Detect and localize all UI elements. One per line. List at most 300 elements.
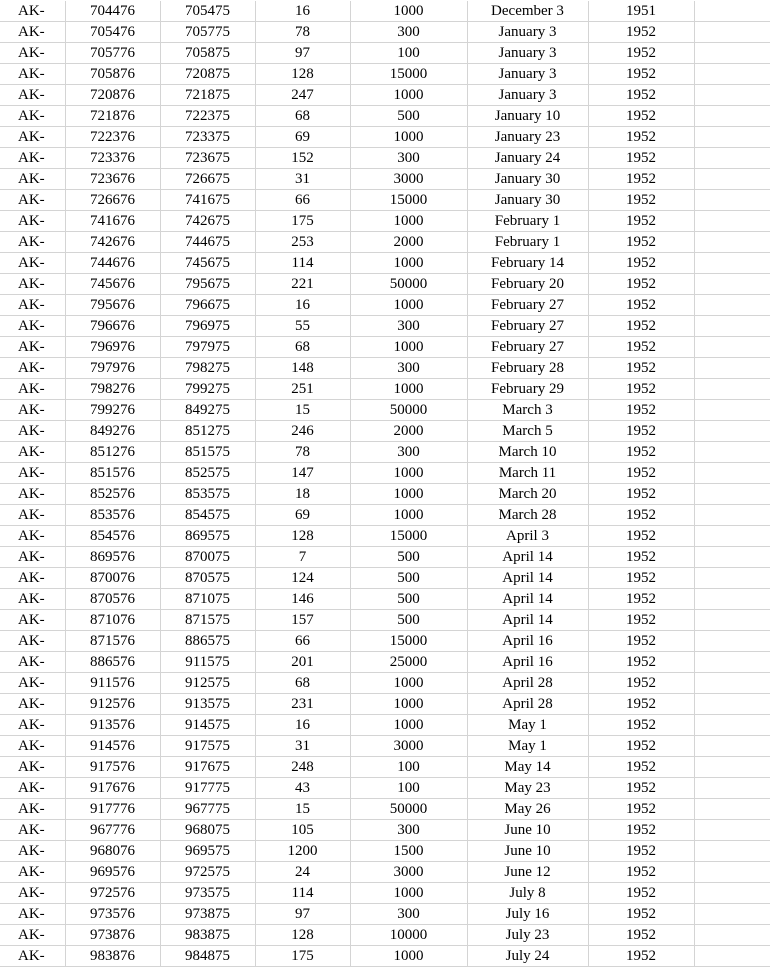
quantity-cell[interactable]: 25000 bbox=[350, 652, 467, 673]
range-start-cell[interactable]: 797976 bbox=[65, 358, 160, 379]
series-prefix-cell[interactable]: AK- bbox=[0, 421, 65, 442]
count-cell[interactable]: 248 bbox=[255, 757, 350, 778]
year-cell[interactable]: 1952 bbox=[588, 904, 694, 925]
range-start-cell[interactable]: 914576 bbox=[65, 736, 160, 757]
range-start-cell[interactable]: 704476 bbox=[65, 1, 160, 22]
quantity-cell[interactable]: 500 bbox=[350, 106, 467, 127]
series-prefix-cell[interactable]: AK- bbox=[0, 190, 65, 211]
count-cell[interactable]: 68 bbox=[255, 337, 350, 358]
count-cell[interactable]: 66 bbox=[255, 631, 350, 652]
year-cell[interactable]: 1952 bbox=[588, 946, 694, 967]
range-end-cell[interactable]: 886575 bbox=[160, 631, 255, 652]
range-start-cell[interactable]: 722376 bbox=[65, 127, 160, 148]
empty-cell[interactable] bbox=[694, 778, 770, 799]
quantity-cell[interactable]: 1000 bbox=[350, 253, 467, 274]
empty-cell[interactable] bbox=[694, 589, 770, 610]
series-prefix-cell[interactable]: AK- bbox=[0, 358, 65, 379]
year-cell[interactable]: 1952 bbox=[588, 358, 694, 379]
empty-cell[interactable] bbox=[694, 22, 770, 43]
empty-cell[interactable] bbox=[694, 862, 770, 883]
quantity-cell[interactable]: 300 bbox=[350, 904, 467, 925]
quantity-cell[interactable]: 100 bbox=[350, 43, 467, 64]
quantity-cell[interactable]: 1500 bbox=[350, 841, 467, 862]
series-prefix-cell[interactable]: AK- bbox=[0, 925, 65, 946]
year-cell[interactable]: 1952 bbox=[588, 799, 694, 820]
count-cell[interactable]: 55 bbox=[255, 316, 350, 337]
year-cell[interactable]: 1952 bbox=[588, 316, 694, 337]
series-prefix-cell[interactable]: AK- bbox=[0, 274, 65, 295]
year-cell[interactable]: 1952 bbox=[588, 589, 694, 610]
range-end-cell[interactable]: 723675 bbox=[160, 148, 255, 169]
date-cell[interactable]: March 20 bbox=[467, 484, 588, 505]
empty-cell[interactable] bbox=[694, 883, 770, 904]
date-cell[interactable]: June 12 bbox=[467, 862, 588, 883]
quantity-cell[interactable]: 50000 bbox=[350, 799, 467, 820]
count-cell[interactable]: 31 bbox=[255, 736, 350, 757]
date-cell[interactable]: December 3 bbox=[467, 1, 588, 22]
date-cell[interactable]: March 11 bbox=[467, 463, 588, 484]
count-cell[interactable]: 231 bbox=[255, 694, 350, 715]
year-cell[interactable]: 1952 bbox=[588, 862, 694, 883]
range-end-cell[interactable]: 968075 bbox=[160, 820, 255, 841]
range-start-cell[interactable]: 869576 bbox=[65, 547, 160, 568]
range-start-cell[interactable]: 720876 bbox=[65, 85, 160, 106]
year-cell[interactable]: 1952 bbox=[588, 169, 694, 190]
range-end-cell[interactable]: 917675 bbox=[160, 757, 255, 778]
quantity-cell[interactable]: 1000 bbox=[350, 694, 467, 715]
quantity-cell[interactable]: 500 bbox=[350, 589, 467, 610]
empty-cell[interactable] bbox=[694, 484, 770, 505]
quantity-cell[interactable]: 1000 bbox=[350, 295, 467, 316]
count-cell[interactable]: 69 bbox=[255, 127, 350, 148]
count-cell[interactable]: 68 bbox=[255, 673, 350, 694]
quantity-cell[interactable]: 15000 bbox=[350, 631, 467, 652]
year-cell[interactable]: 1952 bbox=[588, 505, 694, 526]
range-end-cell[interactable]: 972575 bbox=[160, 862, 255, 883]
quantity-cell[interactable]: 500 bbox=[350, 610, 467, 631]
series-prefix-cell[interactable]: AK- bbox=[0, 1, 65, 22]
empty-cell[interactable] bbox=[694, 652, 770, 673]
year-cell[interactable]: 1952 bbox=[588, 484, 694, 505]
count-cell[interactable]: 128 bbox=[255, 925, 350, 946]
date-cell[interactable]: January 30 bbox=[467, 169, 588, 190]
series-prefix-cell[interactable]: AK- bbox=[0, 463, 65, 484]
quantity-cell[interactable]: 15000 bbox=[350, 64, 467, 85]
year-cell[interactable]: 1952 bbox=[588, 148, 694, 169]
date-cell[interactable]: July 16 bbox=[467, 904, 588, 925]
quantity-cell[interactable]: 300 bbox=[350, 820, 467, 841]
year-cell[interactable]: 1952 bbox=[588, 778, 694, 799]
year-cell[interactable]: 1952 bbox=[588, 715, 694, 736]
range-end-cell[interactable]: 911575 bbox=[160, 652, 255, 673]
year-cell[interactable]: 1952 bbox=[588, 610, 694, 631]
count-cell[interactable]: 221 bbox=[255, 274, 350, 295]
range-end-cell[interactable]: 721875 bbox=[160, 85, 255, 106]
range-start-cell[interactable]: 913576 bbox=[65, 715, 160, 736]
range-end-cell[interactable]: 851275 bbox=[160, 421, 255, 442]
count-cell[interactable]: 247 bbox=[255, 85, 350, 106]
series-prefix-cell[interactable]: AK- bbox=[0, 715, 65, 736]
count-cell[interactable]: 146 bbox=[255, 589, 350, 610]
date-cell[interactable]: January 23 bbox=[467, 127, 588, 148]
quantity-cell[interactable]: 1000 bbox=[350, 379, 467, 400]
range-start-cell[interactable]: 967776 bbox=[65, 820, 160, 841]
year-cell[interactable]: 1952 bbox=[588, 337, 694, 358]
count-cell[interactable]: 97 bbox=[255, 904, 350, 925]
series-prefix-cell[interactable]: AK- bbox=[0, 211, 65, 232]
empty-cell[interactable] bbox=[694, 736, 770, 757]
range-start-cell[interactable]: 973876 bbox=[65, 925, 160, 946]
range-start-cell[interactable]: 851576 bbox=[65, 463, 160, 484]
empty-cell[interactable] bbox=[694, 820, 770, 841]
count-cell[interactable]: 31 bbox=[255, 169, 350, 190]
range-start-cell[interactable]: 912576 bbox=[65, 694, 160, 715]
count-cell[interactable]: 128 bbox=[255, 526, 350, 547]
year-cell[interactable]: 1952 bbox=[588, 106, 694, 127]
date-cell[interactable]: June 10 bbox=[467, 841, 588, 862]
empty-cell[interactable] bbox=[694, 337, 770, 358]
range-end-cell[interactable]: 913575 bbox=[160, 694, 255, 715]
series-prefix-cell[interactable]: AK- bbox=[0, 736, 65, 757]
range-start-cell[interactable]: 796676 bbox=[65, 316, 160, 337]
year-cell[interactable]: 1952 bbox=[588, 295, 694, 316]
quantity-cell[interactable]: 3000 bbox=[350, 862, 467, 883]
series-prefix-cell[interactable]: AK- bbox=[0, 883, 65, 904]
empty-cell[interactable] bbox=[694, 190, 770, 211]
series-prefix-cell[interactable]: AK- bbox=[0, 568, 65, 589]
empty-cell[interactable] bbox=[694, 925, 770, 946]
range-start-cell[interactable]: 972576 bbox=[65, 883, 160, 904]
range-end-cell[interactable]: 853575 bbox=[160, 484, 255, 505]
count-cell[interactable]: 253 bbox=[255, 232, 350, 253]
date-cell[interactable]: July 8 bbox=[467, 883, 588, 904]
date-cell[interactable]: February 27 bbox=[467, 295, 588, 316]
empty-cell[interactable] bbox=[694, 463, 770, 484]
quantity-cell[interactable]: 300 bbox=[350, 358, 467, 379]
count-cell[interactable]: 157 bbox=[255, 610, 350, 631]
year-cell[interactable]: 1952 bbox=[588, 442, 694, 463]
year-cell[interactable]: 1952 bbox=[588, 232, 694, 253]
range-start-cell[interactable]: 723376 bbox=[65, 148, 160, 169]
empty-cell[interactable] bbox=[694, 211, 770, 232]
date-cell[interactable]: January 10 bbox=[467, 106, 588, 127]
range-start-cell[interactable]: 969576 bbox=[65, 862, 160, 883]
range-end-cell[interactable]: 914575 bbox=[160, 715, 255, 736]
date-cell[interactable]: February 27 bbox=[467, 337, 588, 358]
range-end-cell[interactable]: 796675 bbox=[160, 295, 255, 316]
count-cell[interactable]: 43 bbox=[255, 778, 350, 799]
range-end-cell[interactable]: 973875 bbox=[160, 904, 255, 925]
range-start-cell[interactable]: 852576 bbox=[65, 484, 160, 505]
range-start-cell[interactable]: 799276 bbox=[65, 400, 160, 421]
year-cell[interactable]: 1952 bbox=[588, 400, 694, 421]
date-cell[interactable]: April 3 bbox=[467, 526, 588, 547]
series-prefix-cell[interactable]: AK- bbox=[0, 946, 65, 967]
count-cell[interactable]: 68 bbox=[255, 106, 350, 127]
range-start-cell[interactable]: 796976 bbox=[65, 337, 160, 358]
count-cell[interactable]: 114 bbox=[255, 883, 350, 904]
range-start-cell[interactable]: 741676 bbox=[65, 211, 160, 232]
count-cell[interactable]: 66 bbox=[255, 190, 350, 211]
date-cell[interactable]: February 1 bbox=[467, 232, 588, 253]
series-prefix-cell[interactable]: AK- bbox=[0, 43, 65, 64]
series-prefix-cell[interactable]: AK- bbox=[0, 778, 65, 799]
date-cell[interactable]: February 14 bbox=[467, 253, 588, 274]
year-cell[interactable]: 1952 bbox=[588, 736, 694, 757]
year-cell[interactable]: 1952 bbox=[588, 925, 694, 946]
range-start-cell[interactable]: 744676 bbox=[65, 253, 160, 274]
year-cell[interactable]: 1952 bbox=[588, 757, 694, 778]
count-cell[interactable]: 175 bbox=[255, 211, 350, 232]
series-prefix-cell[interactable]: AK- bbox=[0, 673, 65, 694]
range-start-cell[interactable]: 870076 bbox=[65, 568, 160, 589]
date-cell[interactable]: April 28 bbox=[467, 694, 588, 715]
series-prefix-cell[interactable]: AK- bbox=[0, 820, 65, 841]
quantity-cell[interactable]: 1000 bbox=[350, 85, 467, 106]
empty-cell[interactable] bbox=[694, 694, 770, 715]
range-end-cell[interactable]: 849275 bbox=[160, 400, 255, 421]
date-cell[interactable]: January 3 bbox=[467, 64, 588, 85]
date-cell[interactable]: May 23 bbox=[467, 778, 588, 799]
count-cell[interactable]: 152 bbox=[255, 148, 350, 169]
empty-cell[interactable] bbox=[694, 421, 770, 442]
series-prefix-cell[interactable]: AK- bbox=[0, 22, 65, 43]
series-prefix-cell[interactable]: AK- bbox=[0, 484, 65, 505]
quantity-cell[interactable]: 1000 bbox=[350, 715, 467, 736]
count-cell[interactable]: 78 bbox=[255, 442, 350, 463]
date-cell[interactable]: January 3 bbox=[467, 85, 588, 106]
range-start-cell[interactable]: 851276 bbox=[65, 442, 160, 463]
range-end-cell[interactable]: 705475 bbox=[160, 1, 255, 22]
empty-cell[interactable] bbox=[694, 43, 770, 64]
year-cell[interactable]: 1952 bbox=[588, 190, 694, 211]
count-cell[interactable]: 97 bbox=[255, 43, 350, 64]
series-prefix-cell[interactable]: AK- bbox=[0, 799, 65, 820]
series-prefix-cell[interactable]: AK- bbox=[0, 526, 65, 547]
date-cell[interactable]: April 28 bbox=[467, 673, 588, 694]
quantity-cell[interactable]: 50000 bbox=[350, 274, 467, 295]
range-end-cell[interactable]: 871075 bbox=[160, 589, 255, 610]
series-prefix-cell[interactable]: AK- bbox=[0, 505, 65, 526]
date-cell[interactable]: February 29 bbox=[467, 379, 588, 400]
count-cell[interactable]: 147 bbox=[255, 463, 350, 484]
count-cell[interactable]: 246 bbox=[255, 421, 350, 442]
count-cell[interactable]: 201 bbox=[255, 652, 350, 673]
range-start-cell[interactable]: 871576 bbox=[65, 631, 160, 652]
year-cell[interactable]: 1952 bbox=[588, 379, 694, 400]
date-cell[interactable]: March 28 bbox=[467, 505, 588, 526]
count-cell[interactable]: 114 bbox=[255, 253, 350, 274]
empty-cell[interactable] bbox=[694, 316, 770, 337]
empty-cell[interactable] bbox=[694, 358, 770, 379]
year-cell[interactable]: 1952 bbox=[588, 127, 694, 148]
range-start-cell[interactable]: 853576 bbox=[65, 505, 160, 526]
series-prefix-cell[interactable]: AK- bbox=[0, 694, 65, 715]
count-cell[interactable]: 16 bbox=[255, 1, 350, 22]
series-prefix-cell[interactable]: AK- bbox=[0, 862, 65, 883]
year-cell[interactable]: 1952 bbox=[588, 85, 694, 106]
date-cell[interactable]: April 14 bbox=[467, 610, 588, 631]
date-cell[interactable]: July 24 bbox=[467, 946, 588, 967]
date-cell[interactable]: April 16 bbox=[467, 631, 588, 652]
range-start-cell[interactable]: 849276 bbox=[65, 421, 160, 442]
date-cell[interactable]: June 10 bbox=[467, 820, 588, 841]
date-cell[interactable]: January 3 bbox=[467, 43, 588, 64]
year-cell[interactable]: 1952 bbox=[588, 253, 694, 274]
quantity-cell[interactable]: 1000 bbox=[350, 463, 467, 484]
empty-cell[interactable] bbox=[694, 64, 770, 85]
range-start-cell[interactable]: 854576 bbox=[65, 526, 160, 547]
date-cell[interactable]: March 5 bbox=[467, 421, 588, 442]
range-start-cell[interactable]: 798276 bbox=[65, 379, 160, 400]
empty-cell[interactable] bbox=[694, 232, 770, 253]
count-cell[interactable]: 15 bbox=[255, 400, 350, 421]
count-cell[interactable]: 15 bbox=[255, 799, 350, 820]
date-cell[interactable]: May 26 bbox=[467, 799, 588, 820]
empty-cell[interactable] bbox=[694, 127, 770, 148]
empty-cell[interactable] bbox=[694, 547, 770, 568]
empty-cell[interactable] bbox=[694, 841, 770, 862]
range-start-cell[interactable]: 917676 bbox=[65, 778, 160, 799]
quantity-cell[interactable]: 1000 bbox=[350, 883, 467, 904]
year-cell[interactable]: 1952 bbox=[588, 274, 694, 295]
range-end-cell[interactable]: 871575 bbox=[160, 610, 255, 631]
count-cell[interactable]: 16 bbox=[255, 295, 350, 316]
empty-cell[interactable] bbox=[694, 169, 770, 190]
series-prefix-cell[interactable]: AK- bbox=[0, 295, 65, 316]
range-end-cell[interactable]: 722375 bbox=[160, 106, 255, 127]
date-cell[interactable]: January 3 bbox=[467, 22, 588, 43]
date-cell[interactable]: May 14 bbox=[467, 757, 588, 778]
year-cell[interactable]: 1952 bbox=[588, 631, 694, 652]
series-prefix-cell[interactable]: AK- bbox=[0, 631, 65, 652]
range-end-cell[interactable]: 917775 bbox=[160, 778, 255, 799]
quantity-cell[interactable]: 100 bbox=[350, 757, 467, 778]
range-end-cell[interactable]: 851575 bbox=[160, 442, 255, 463]
series-prefix-cell[interactable]: AK- bbox=[0, 232, 65, 253]
range-end-cell[interactable]: 720875 bbox=[160, 64, 255, 85]
series-prefix-cell[interactable]: AK- bbox=[0, 106, 65, 127]
quantity-cell[interactable]: 3000 bbox=[350, 736, 467, 757]
empty-cell[interactable] bbox=[694, 1, 770, 22]
range-end-cell[interactable]: 795675 bbox=[160, 274, 255, 295]
range-start-cell[interactable]: 795676 bbox=[65, 295, 160, 316]
range-end-cell[interactable]: 870575 bbox=[160, 568, 255, 589]
range-end-cell[interactable]: 797975 bbox=[160, 337, 255, 358]
range-end-cell[interactable]: 870075 bbox=[160, 547, 255, 568]
empty-cell[interactable] bbox=[694, 274, 770, 295]
year-cell[interactable]: 1952 bbox=[588, 43, 694, 64]
range-start-cell[interactable]: 742676 bbox=[65, 232, 160, 253]
date-cell[interactable]: February 20 bbox=[467, 274, 588, 295]
date-cell[interactable]: July 23 bbox=[467, 925, 588, 946]
series-prefix-cell[interactable]: AK- bbox=[0, 610, 65, 631]
range-end-cell[interactable]: 726675 bbox=[160, 169, 255, 190]
year-cell[interactable]: 1952 bbox=[588, 820, 694, 841]
quantity-cell[interactable]: 1000 bbox=[350, 337, 467, 358]
range-end-cell[interactable]: 917575 bbox=[160, 736, 255, 757]
empty-cell[interactable] bbox=[694, 799, 770, 820]
quantity-cell[interactable]: 1000 bbox=[350, 1, 467, 22]
empty-cell[interactable] bbox=[694, 946, 770, 967]
range-end-cell[interactable]: 741675 bbox=[160, 190, 255, 211]
empty-cell[interactable] bbox=[694, 85, 770, 106]
quantity-cell[interactable]: 300 bbox=[350, 442, 467, 463]
range-end-cell[interactable]: 705775 bbox=[160, 22, 255, 43]
range-start-cell[interactable]: 917576 bbox=[65, 757, 160, 778]
empty-cell[interactable] bbox=[694, 400, 770, 421]
quantity-cell[interactable]: 15000 bbox=[350, 526, 467, 547]
year-cell[interactable]: 1952 bbox=[588, 211, 694, 232]
date-cell[interactable]: May 1 bbox=[467, 736, 588, 757]
date-cell[interactable]: April 14 bbox=[467, 568, 588, 589]
range-start-cell[interactable]: 723676 bbox=[65, 169, 160, 190]
count-cell[interactable]: 1200 bbox=[255, 841, 350, 862]
year-cell[interactable]: 1952 bbox=[588, 547, 694, 568]
range-end-cell[interactable]: 912575 bbox=[160, 673, 255, 694]
range-start-cell[interactable]: 917776 bbox=[65, 799, 160, 820]
range-end-cell[interactable]: 984875 bbox=[160, 946, 255, 967]
series-prefix-cell[interactable]: AK- bbox=[0, 442, 65, 463]
count-cell[interactable]: 7 bbox=[255, 547, 350, 568]
year-cell[interactable]: 1952 bbox=[588, 22, 694, 43]
empty-cell[interactable] bbox=[694, 610, 770, 631]
empty-cell[interactable] bbox=[694, 442, 770, 463]
empty-cell[interactable] bbox=[694, 106, 770, 127]
empty-cell[interactable] bbox=[694, 526, 770, 547]
range-start-cell[interactable]: 968076 bbox=[65, 841, 160, 862]
year-cell[interactable]: 1952 bbox=[588, 694, 694, 715]
date-cell[interactable]: January 30 bbox=[467, 190, 588, 211]
year-cell[interactable]: 1952 bbox=[588, 568, 694, 589]
date-cell[interactable]: April 14 bbox=[467, 589, 588, 610]
quantity-cell[interactable]: 10000 bbox=[350, 925, 467, 946]
range-end-cell[interactable]: 973575 bbox=[160, 883, 255, 904]
quantity-cell[interactable]: 1000 bbox=[350, 673, 467, 694]
range-start-cell[interactable]: 726676 bbox=[65, 190, 160, 211]
series-prefix-cell[interactable]: AK- bbox=[0, 316, 65, 337]
quantity-cell[interactable]: 50000 bbox=[350, 400, 467, 421]
year-cell[interactable]: 1951 bbox=[588, 1, 694, 22]
range-start-cell[interactable]: 705476 bbox=[65, 22, 160, 43]
year-cell[interactable]: 1952 bbox=[588, 421, 694, 442]
count-cell[interactable]: 16 bbox=[255, 715, 350, 736]
range-end-cell[interactable]: 705875 bbox=[160, 43, 255, 64]
series-prefix-cell[interactable]: AK- bbox=[0, 547, 65, 568]
year-cell[interactable]: 1952 bbox=[588, 526, 694, 547]
empty-cell[interactable] bbox=[694, 253, 770, 274]
range-end-cell[interactable]: 854575 bbox=[160, 505, 255, 526]
empty-cell[interactable] bbox=[694, 904, 770, 925]
series-prefix-cell[interactable]: AK- bbox=[0, 904, 65, 925]
count-cell[interactable]: 148 bbox=[255, 358, 350, 379]
year-cell[interactable]: 1952 bbox=[588, 673, 694, 694]
count-cell[interactable]: 128 bbox=[255, 64, 350, 85]
range-start-cell[interactable]: 973576 bbox=[65, 904, 160, 925]
date-cell[interactable]: April 14 bbox=[467, 547, 588, 568]
range-start-cell[interactable]: 911576 bbox=[65, 673, 160, 694]
range-start-cell[interactable]: 705776 bbox=[65, 43, 160, 64]
date-cell[interactable]: February 1 bbox=[467, 211, 588, 232]
range-end-cell[interactable]: 967775 bbox=[160, 799, 255, 820]
empty-cell[interactable] bbox=[694, 757, 770, 778]
range-end-cell[interactable]: 869575 bbox=[160, 526, 255, 547]
empty-cell[interactable] bbox=[694, 295, 770, 316]
quantity-cell[interactable]: 15000 bbox=[350, 190, 467, 211]
empty-cell[interactable] bbox=[694, 673, 770, 694]
range-end-cell[interactable]: 744675 bbox=[160, 232, 255, 253]
count-cell[interactable]: 78 bbox=[255, 22, 350, 43]
